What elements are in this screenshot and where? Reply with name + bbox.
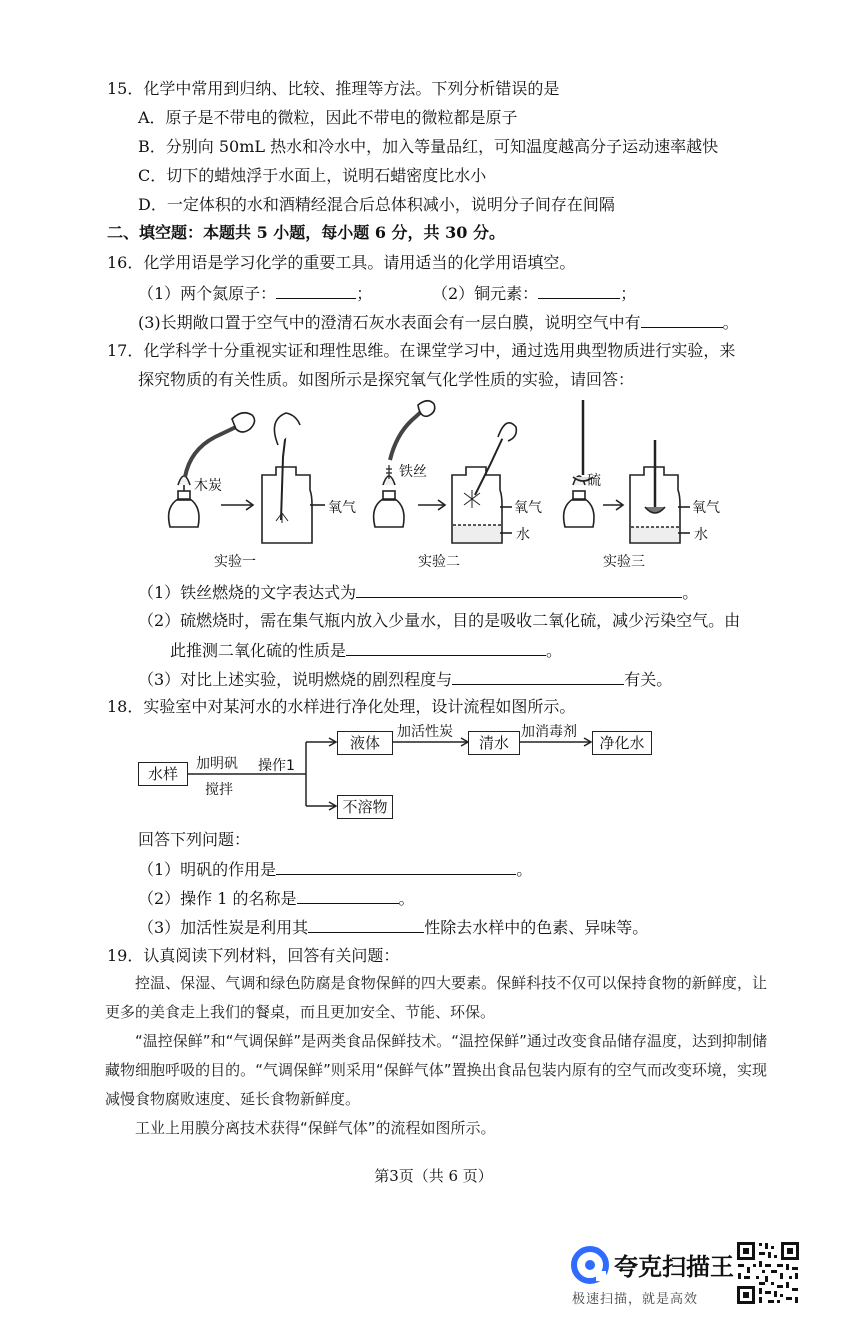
liquid-box: 液体 bbox=[337, 731, 393, 755]
add-disinfectant-label: 加消毒剂 bbox=[521, 724, 577, 740]
page-footer: 第3页（共 6 页） bbox=[374, 1167, 493, 1185]
answer-blank[interactable] bbox=[538, 283, 620, 299]
q15-option-a: A．原子是不带电的微粒，因此不带电的微粒都是原子 bbox=[138, 108, 518, 127]
q17-part2-text: 此推测二氧化硫的性质是 bbox=[170, 641, 347, 660]
q16-part1 bbox=[138, 283, 372, 304]
oxygen-label-3: 氧气 bbox=[692, 500, 720, 516]
q17-part1 bbox=[138, 582, 698, 603]
water-sample-box: 水样 bbox=[138, 762, 188, 786]
q16-part1-end: ； bbox=[356, 284, 373, 303]
q19-paragraph-3: 工业上用膜分离技术获得“保鲜气体”的流程如图所示。 bbox=[135, 1119, 496, 1137]
q18-part1 bbox=[138, 859, 532, 880]
sulfur-label: 硫 bbox=[587, 473, 601, 489]
add-alum-label: 加明矾 bbox=[196, 756, 238, 772]
q18-part3 bbox=[138, 917, 648, 938]
experiment-1-caption: 实验一 bbox=[214, 554, 256, 570]
scanner-logo-icon bbox=[570, 1245, 610, 1285]
answer-blank[interactable] bbox=[276, 859, 516, 875]
qr-code-icon bbox=[735, 1240, 801, 1306]
q17-stem-line2: 探究物质的有关性质。如图所示是探究氧气化学性质的实验，请回答： bbox=[138, 370, 635, 389]
q18-part3-end: 性除去水样中的色素、异味等。 bbox=[424, 918, 649, 937]
q17-part3-text: （3）对比上述实验，说明燃烧的剧烈程度与 bbox=[138, 670, 453, 689]
clear-water-box: 清水 bbox=[468, 731, 520, 755]
q15-stem: 15．化学中常用到归纳、比较、推理等方法。下列分析错误的是 bbox=[107, 79, 560, 98]
q18-part2-end: 。 bbox=[398, 889, 415, 908]
answer-blank[interactable] bbox=[346, 640, 546, 656]
experiment-3-apparatus bbox=[564, 400, 690, 543]
q17-part2-line1: （2）硫燃烧时，需在集气瓶内放入少量水，目的是吸收二氧化硫，减少污染空气。由 bbox=[138, 611, 741, 630]
q16-part2-end: ； bbox=[620, 284, 637, 303]
stir-label: 搅拌 bbox=[205, 782, 233, 798]
oxygen-label-1: 氧气 bbox=[328, 500, 356, 516]
insoluble-box: 不溶物 bbox=[337, 795, 393, 819]
oxygen-label-2: 氧气 bbox=[514, 500, 542, 516]
purified-water-box: 净化水 bbox=[592, 731, 652, 755]
q16-part2 bbox=[432, 283, 636, 304]
q17-part1-text: （1）铁丝燃烧的文字表达式为 bbox=[138, 583, 357, 602]
q16-part3-end: 。 bbox=[722, 313, 739, 332]
q17-stem-line1: 17．化学科学十分重视实证和理性思维。在课堂学习中，通过选用典型物质进行实验，来 bbox=[107, 341, 736, 360]
q17-part3-end: 有关。 bbox=[624, 670, 673, 689]
q18-part2 bbox=[138, 888, 415, 909]
answer-blank[interactable] bbox=[356, 582, 682, 598]
scanner-brand: 夸克扫描王 bbox=[614, 1253, 734, 1281]
q17-part2-end: 。 bbox=[546, 641, 563, 660]
q18-answer-intro: 回答下列问题： bbox=[138, 830, 251, 849]
charcoal-label: 木炭 bbox=[194, 478, 222, 494]
q15-option-b: B．分别向 50mL 热水和冷水中，加入等量品红，可知温度越高分子运动速率越快 bbox=[138, 137, 719, 156]
q16-part3 bbox=[138, 312, 739, 333]
q15-option-d: D．一定体积的水和酒精经混合后总体积减小，说明分子间存在间隔 bbox=[138, 195, 615, 214]
q18-part3-text: （3）加活性炭是利用其 bbox=[138, 918, 309, 937]
experiment-2-apparatus bbox=[374, 401, 517, 543]
operation-1-label: 操作1 bbox=[258, 758, 295, 774]
scanner-slogan: 极速扫描，就是高效 bbox=[572, 1292, 699, 1307]
answer-blank[interactable] bbox=[452, 669, 624, 685]
answer-blank[interactable] bbox=[641, 312, 723, 328]
q18-part2-text: （2）操作 1 的名称是 bbox=[138, 889, 297, 908]
answer-blank[interactable] bbox=[276, 283, 356, 299]
q17-part2-line2 bbox=[170, 640, 562, 661]
q16-part2-text: （2）铜元素： bbox=[432, 284, 539, 303]
q18-part1-text: （1）明矾的作用是 bbox=[138, 860, 277, 879]
iron-wire-label: 铁丝 bbox=[399, 464, 427, 480]
q19-paragraph-1: 控温、保湿、气调和绿色防腐是食物保鲜的四大要素。保鲜科技不仅可以保持食物的新鲜度，让更多的美食走上我们的餐桌，而且更加安全、节能、环保。 bbox=[105, 974, 767, 1021]
water-label-2: 水 bbox=[516, 527, 530, 543]
experiment-2-caption: 实验二 bbox=[418, 554, 460, 570]
q16-part1-text: （1）两个氮原子： bbox=[138, 284, 277, 303]
q17-part3 bbox=[138, 669, 672, 690]
experiment-3-caption: 实验三 bbox=[603, 554, 645, 570]
answer-blank[interactable] bbox=[297, 888, 399, 904]
q18-part1-end: 。 bbox=[516, 860, 533, 879]
oxygen-experiments-figure bbox=[0, 395, 867, 575]
q16-part3-text: (3)长期敞口置于空气中的澄清石灰水表面会有一层白膜，说明空气中有 bbox=[138, 313, 641, 332]
q16-stem: 16．化学用语是学习化学的重要工具。请用适当的化学用语填空。 bbox=[107, 253, 576, 272]
water-label-3: 水 bbox=[694, 527, 708, 543]
q15-option-c: C．切下的蜡烛浮于水面上，说明石蜡密度比水小 bbox=[138, 166, 487, 185]
q19-stem: 19．认真阅读下列材料，回答有关问题： bbox=[107, 946, 400, 965]
q17-part1-end: 。 bbox=[682, 583, 699, 602]
q19-material bbox=[105, 969, 767, 1143]
q18-stem: 18．实验室中对某河水的水样进行净化处理，设计流程如图所示。 bbox=[107, 697, 576, 716]
answer-blank[interactable] bbox=[308, 917, 424, 933]
experiment-1-apparatus bbox=[169, 413, 325, 543]
section-heading: 二、填空题：本题共 5 小题，每小题 6 分，共 30 分。 bbox=[107, 223, 505, 242]
q19-paragraph-2: “温控保鲜”和“气调保鲜”是两类食品保鲜技术。“温控保鲜”通过改变食品储存温度，达到抑制储藏物细胞呼吸的目的。“气调保鲜”则采用“保鲜气体”置换出食品包装内原有的空气而改变环境，实现减慢食物腐败速度、延长食物新鲜度。 bbox=[105, 1032, 767, 1108]
add-activated-carbon-label: 加活性炭 bbox=[397, 724, 453, 740]
